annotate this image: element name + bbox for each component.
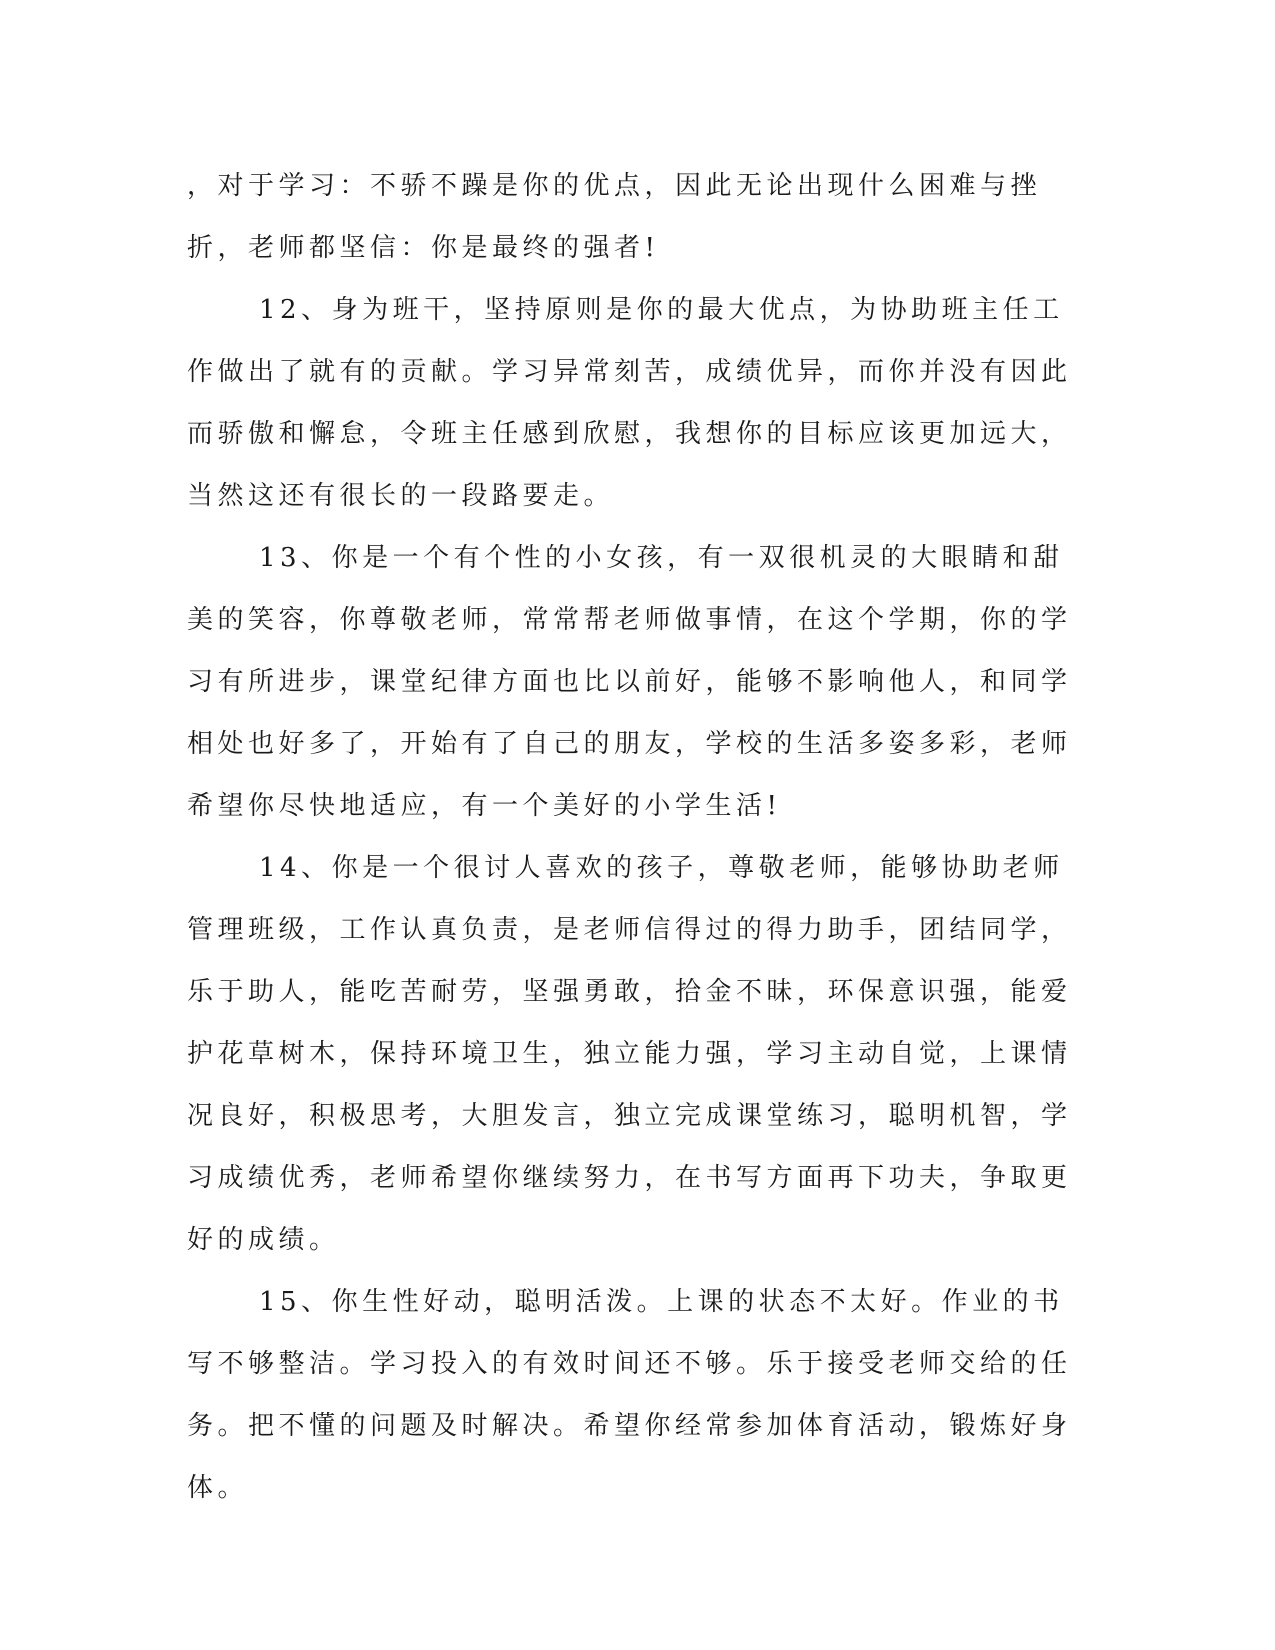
paragraph-continuation: ，对于学习：不骄不躁是你的优点，因此无论出现什么困难与挫折，老师都坚信：你是最终的强者!	[187, 171, 1042, 263]
paragraph-comment-14: 14、你是一个很讨人喜欢的孩子，尊敬老师，能够协助老师管理班级，工作认真负责，是老师信得过的得力助手，团结同学，乐于助人，能吃苦耐劳，坚强勇敢，拾金不昧，环保意识强，能爱护花草树木，保持环境卫生，独立能力强，学习主动自觉，上课情况良好，积极思考，大胆发言，独立完成课堂练习，聪明机智，学习成绩优秀，老师希望你继续努力，在书写方面再下功夫，争取更好的成绩。	[187, 853, 1072, 1255]
paragraph-comment-12: 12、身为班干，坚持原则是你的最大优点，为协助班主任工作做出了就有的贡献。学习异常刻苦，成绩优异，而你并没有因此而骄傲和懈怠，令班主任感到欣慰，我想你的目标应该更加远大，当然这还有很长的一段路要走。	[187, 295, 1072, 511]
paragraph-comment-13: 13、你是一个有个性的小女孩，有一双很机灵的大眼睛和甜美的笑容，你尊敬老师，常常帮老师做事情，在这个学期，你的学习有所进步，课堂纪律方面也比以前好，能够不影响他人，和同学相处也好多了，开始有了自己的朋友，学校的生活多姿多彩，老师希望你尽快地适应，有一个美好的小学生活!	[187, 543, 1072, 821]
document-body	[187, 155, 1077, 1519]
paragraph-comment-15: 15、你生性好动，聪明活泼。上课的状态不太好。作业的书写不够整洁。学习投入的有效时间还不够。乐于接受老师交给的任务。把不懂的问题及时解决。希望你经常参加体育活动，锻炼好身体。	[187, 1287, 1072, 1503]
